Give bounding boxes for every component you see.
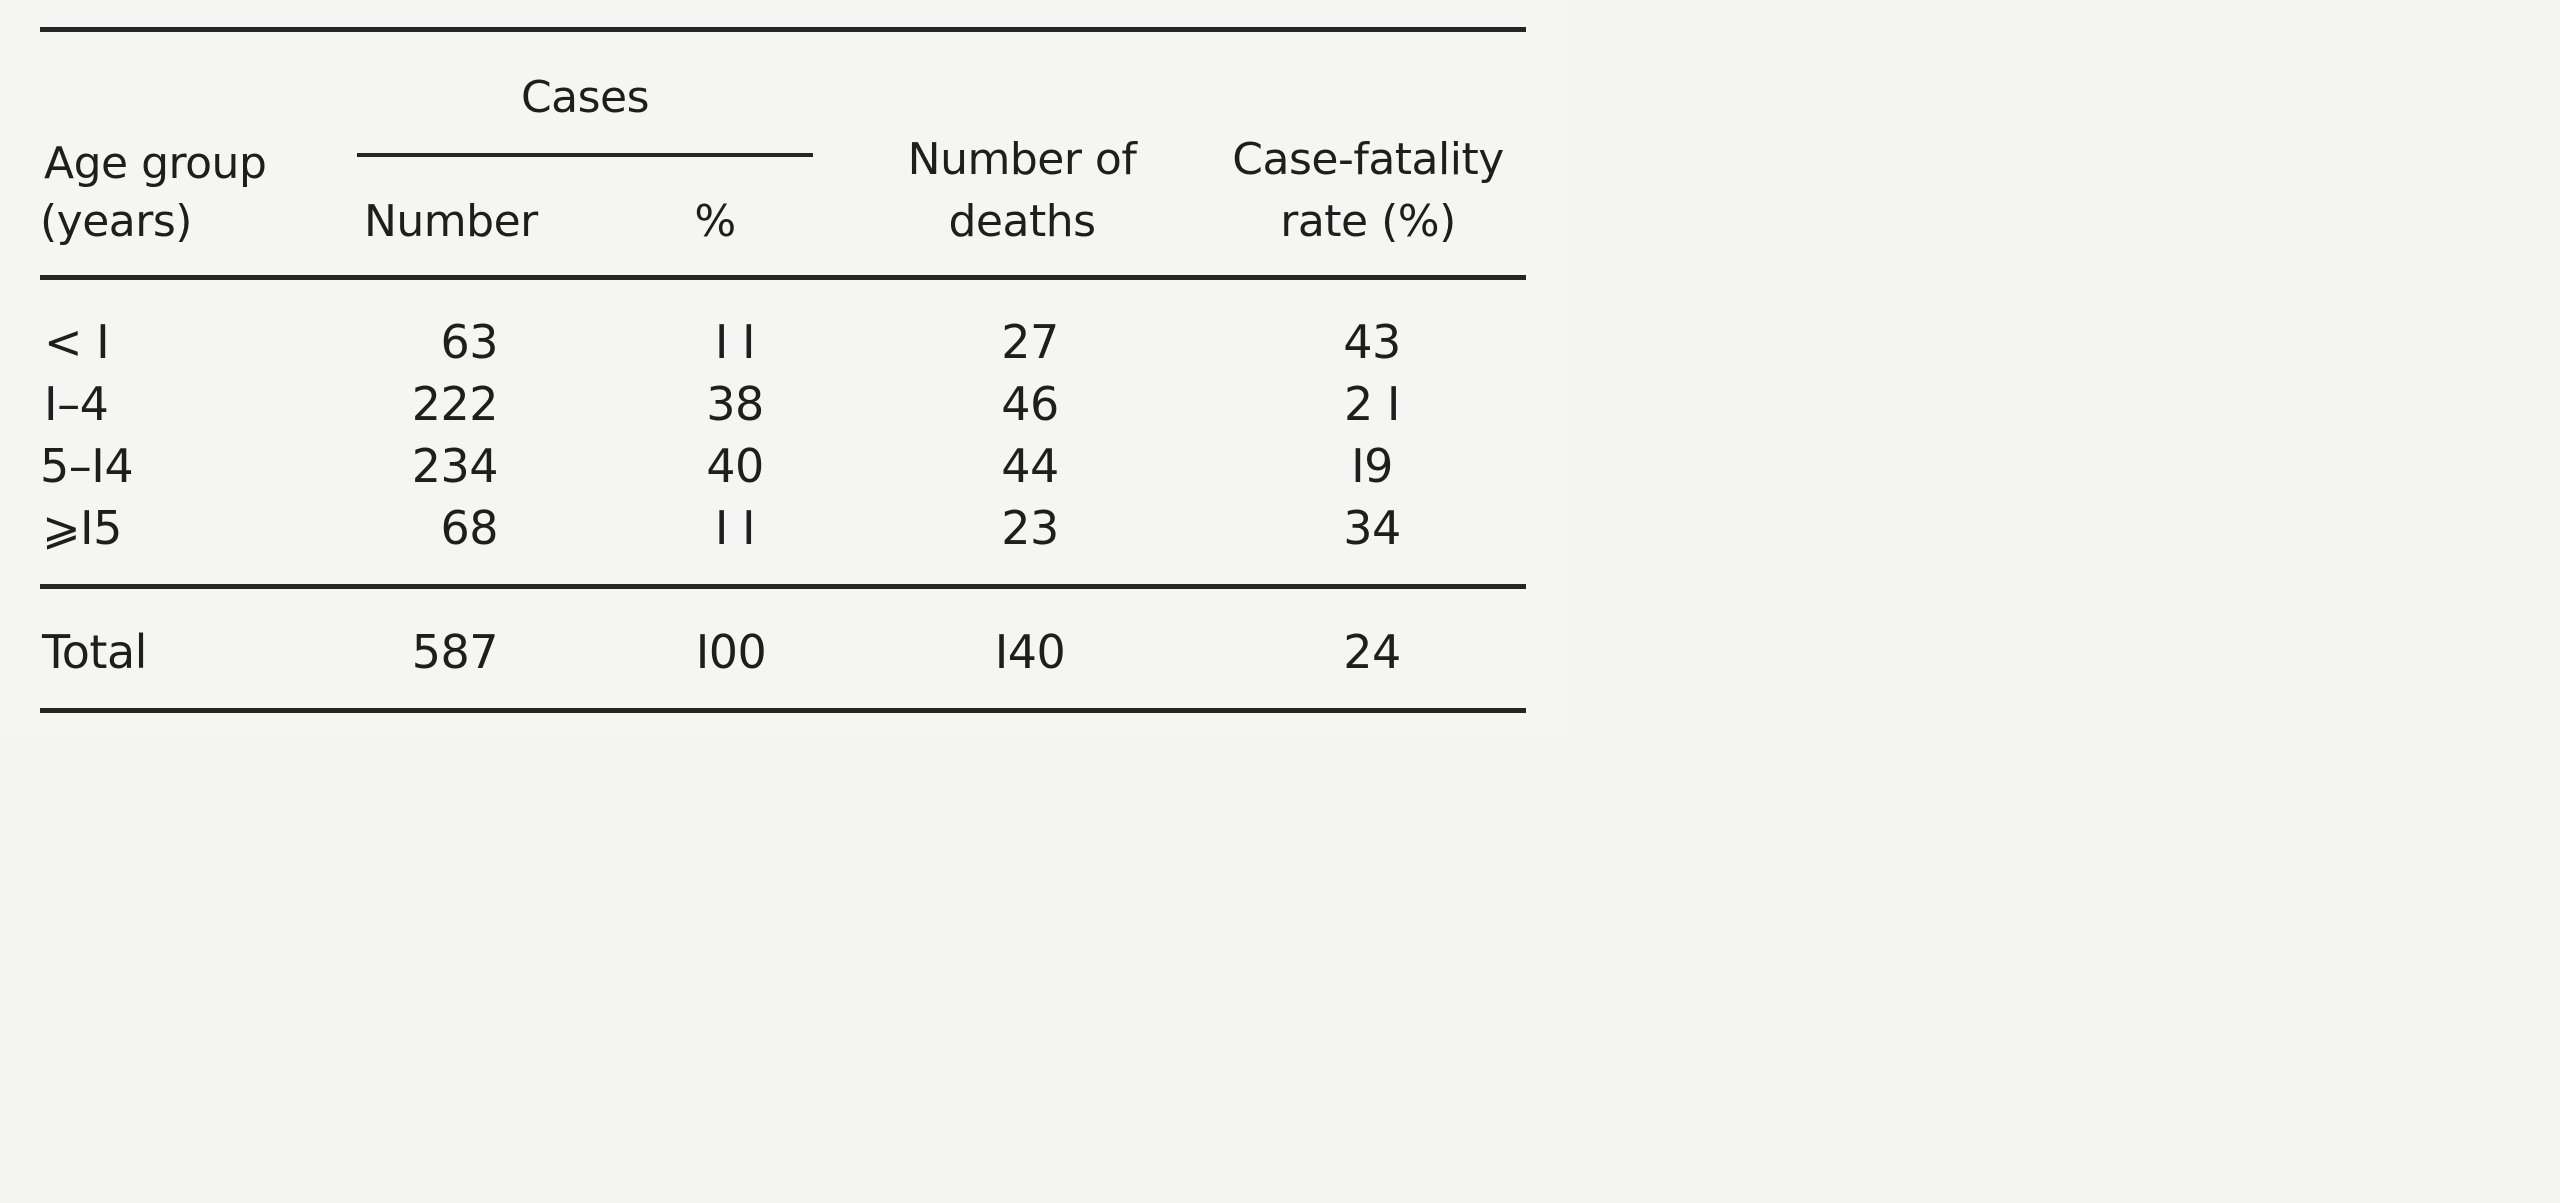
header-age-group-line1: Age group [44,138,267,189]
row-percent: 40 [706,439,764,493]
total-percent: I00 [695,625,767,679]
row-cfr: I9 [1351,439,1393,493]
table-bottom-rule [40,708,1526,713]
row-number: 234 [411,439,498,493]
row-age: < I [44,315,110,369]
header-deaths-line2: deaths [948,196,1096,247]
total-deaths: I40 [994,625,1066,679]
row-percent: I I [714,315,756,369]
header-number: Number [364,196,538,247]
header-age-group-line2: (years) [40,196,192,247]
body-bottom-rule [40,584,1526,589]
header-bottom-rule [40,275,1526,280]
row-cfr: 43 [1343,315,1401,369]
row-percent: 38 [706,377,764,431]
row-deaths: 27 [1001,315,1059,369]
row-percent: I I [714,501,756,555]
table-top-rule [40,27,1526,32]
row-deaths: 46 [1001,377,1059,431]
total-cfr: 24 [1343,625,1401,679]
total-number: 587 [411,625,498,679]
row-cfr: 2 I [1344,377,1400,431]
row-age: I–4 [44,377,109,431]
header-cfr-line2: rate (%) [1280,196,1456,247]
header-cases: Cases [520,72,650,123]
header-deaths-line1: Number of [907,134,1137,185]
row-cfr: 34 [1343,501,1401,555]
cases-spanner-rule [357,153,813,157]
total-label: Total [42,625,147,679]
header-cfr-line1: Case-fatality [1232,134,1504,185]
header-percent: % [694,196,736,247]
row-number: 63 [440,315,498,369]
row-deaths: 23 [1001,501,1059,555]
row-deaths: 44 [1001,439,1059,493]
row-number: 68 [440,501,498,555]
row-age: ⩾I5 [42,501,122,555]
table-page [0,0,1568,737]
row-number: 222 [411,377,498,431]
row-age: 5–I4 [40,439,134,493]
